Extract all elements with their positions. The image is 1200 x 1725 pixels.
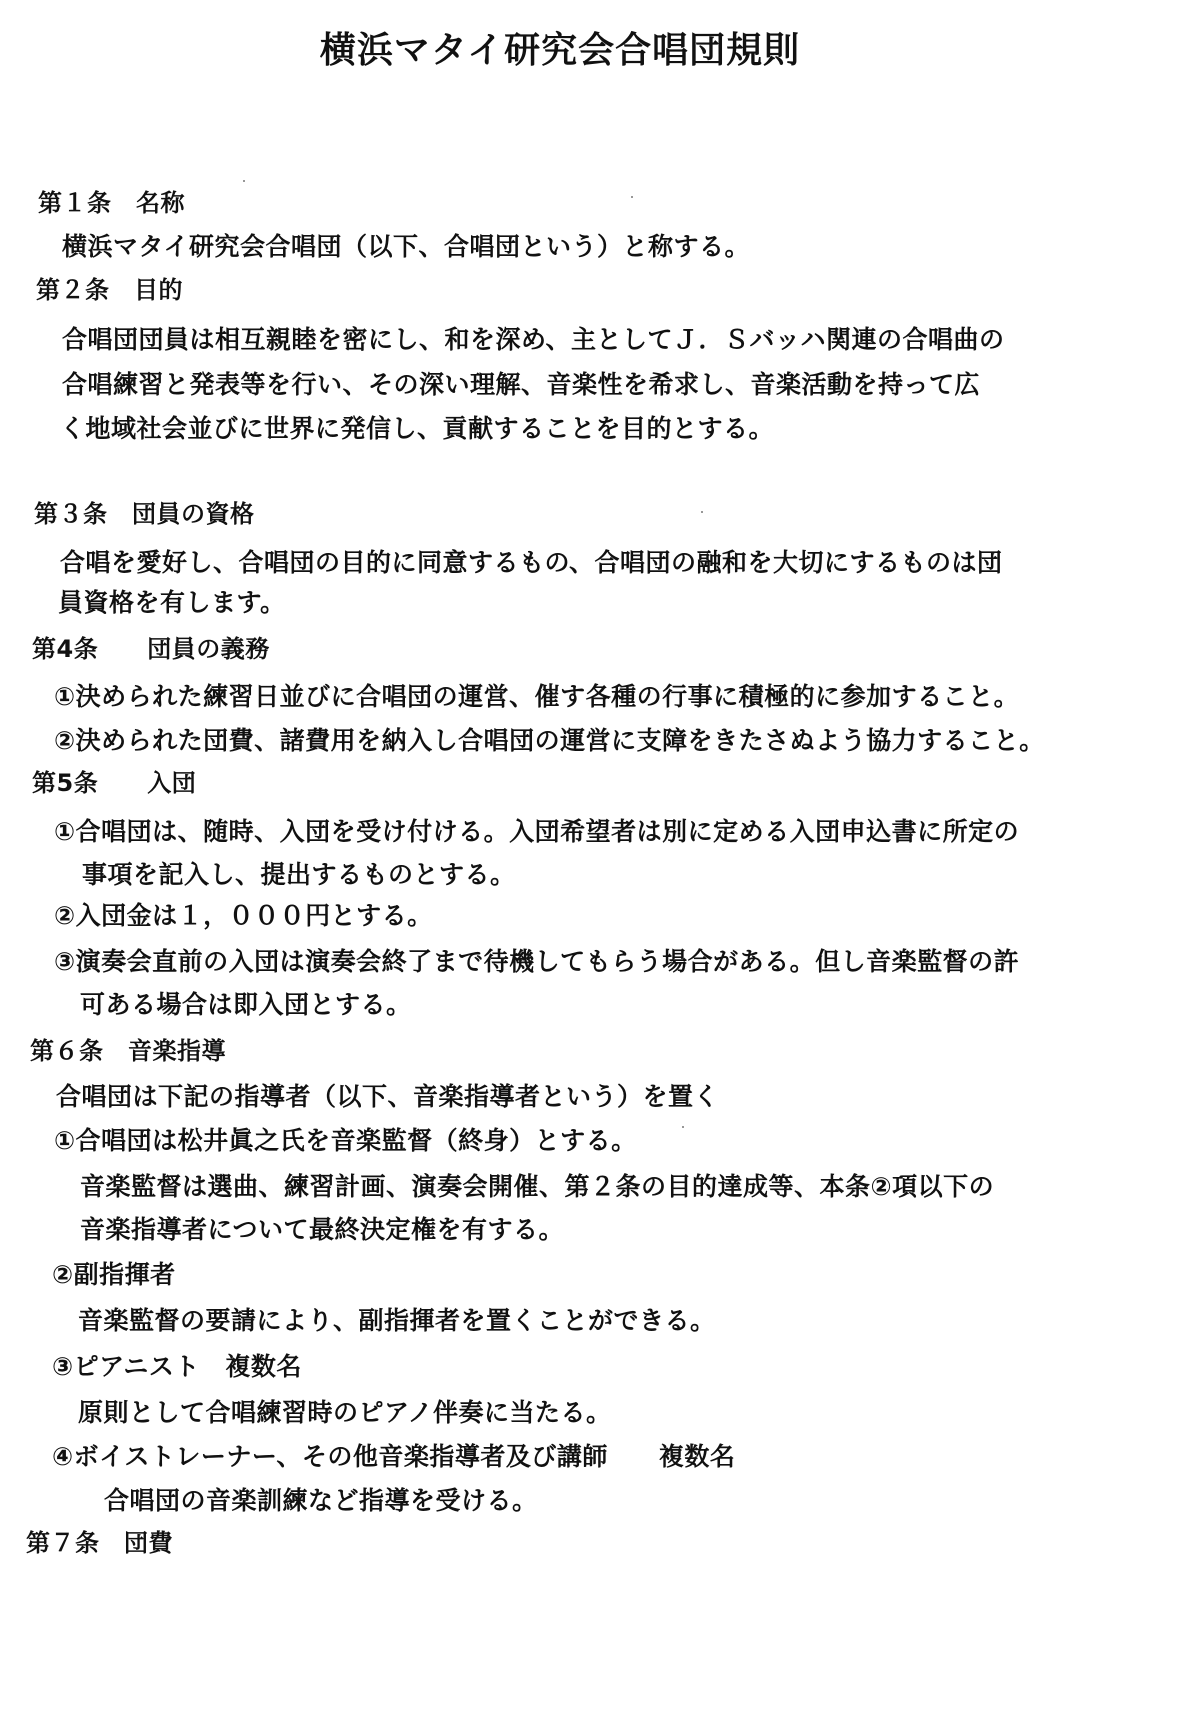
article-5-line-4: ③演奏会直前の入団は演奏会終了まで待機してもらう場合がある。但し音楽監督の許: [54, 947, 1020, 976]
document-title: 横浜マタイ研究会合唱団規則: [319, 30, 801, 71]
article-4-line-2: ②決められた団費、諸費用を納入し合唱団の運営に支障をきたさぬよう協力すること。: [54, 726, 1045, 755]
article-7-heading: 第７条 団費: [26, 1529, 173, 1557]
article-6-line-6: 音楽監督の要請により、副指揮者を置くことができる。: [78, 1306, 716, 1335]
article-3-heading: 第３条 団員の資格: [34, 500, 255, 528]
article-6-line-9: ④ボイストレーナー、その他音楽指導者及び講師 複数名: [52, 1442, 736, 1471]
article-5-line-3: ②入団金は１，０００円とする。: [54, 901, 433, 930]
article-4-line-1: ①決められた練習日並びに合唱団の運営、催す各種の行事に積極的に参加すること。: [54, 682, 1020, 711]
article-6-line-10: 合唱団の音楽訓練など指導を受ける。: [104, 1486, 538, 1515]
article-5-line-5: 可ある場合は即入団とする。: [80, 990, 412, 1019]
article-6-line-1: 合唱団は下記の指導者（以下、音楽指導者という）を置く: [56, 1082, 720, 1111]
article-4-heading: 第4条 団員の義務: [32, 635, 270, 663]
article-2-heading: 第２条 目的: [36, 276, 183, 304]
scan-speck: [682, 1126, 684, 1128]
article-6-line-2: ①合唱団は松井眞之氏を音楽監督（終身）とする。: [54, 1126, 637, 1155]
article-3-line-1: 合唱を愛好し、合唱団の目的に同意するもの、合唱団の融和を大切にするものは団: [60, 548, 1003, 577]
scan-speck: [701, 511, 703, 513]
article-2-line-3: く地域社会並びに世界に発信し、貢献することを目的とする。: [60, 414, 775, 443]
article-1-heading: 第１条 名称: [38, 189, 185, 217]
article-6-line-7: ③ピアニスト 複数名: [52, 1352, 302, 1381]
article-6-line-5: ②副指揮者: [52, 1260, 176, 1289]
article-6-line-4: 音楽指導者について最終決定権を有する。: [80, 1215, 565, 1244]
article-6-line-8: 原則として合唱練習時のピアノ伴奏に当たる。: [78, 1398, 612, 1427]
article-5-line-1: ①合唱団は、随時、入団を受け付ける。入団希望者は別に定める入団申込書に所定の: [54, 817, 1020, 846]
article-3-line-2: 員資格を有します。: [58, 588, 286, 617]
article-6-line-3: 音楽監督は選曲、練習計画、演奏会開催、第２条の目的達成等、本条②項以下の: [80, 1172, 995, 1201]
scan-speck: [631, 196, 633, 198]
article-5-heading: 第5条 入団: [32, 769, 197, 797]
article-6-heading: 第６条 音楽指導: [30, 1037, 226, 1065]
article-5-line-2: 事項を記入し、提出するものとする。: [82, 860, 516, 889]
article-1-line-1: 横浜マタイ研究会合唱団（以下、合唱団という）と称する。: [62, 232, 751, 261]
article-2-line-1: 合唱団団員は相互親睦を密にし、和を深め、主としてＪ．Ｓバッハ関連の合唱曲の: [62, 325, 1005, 354]
scan-speck: [243, 180, 245, 182]
article-2-line-2: 合唱練習と発表等を行い、その深い理解、音楽性を希求し、音楽活動を持って広: [62, 370, 981, 399]
